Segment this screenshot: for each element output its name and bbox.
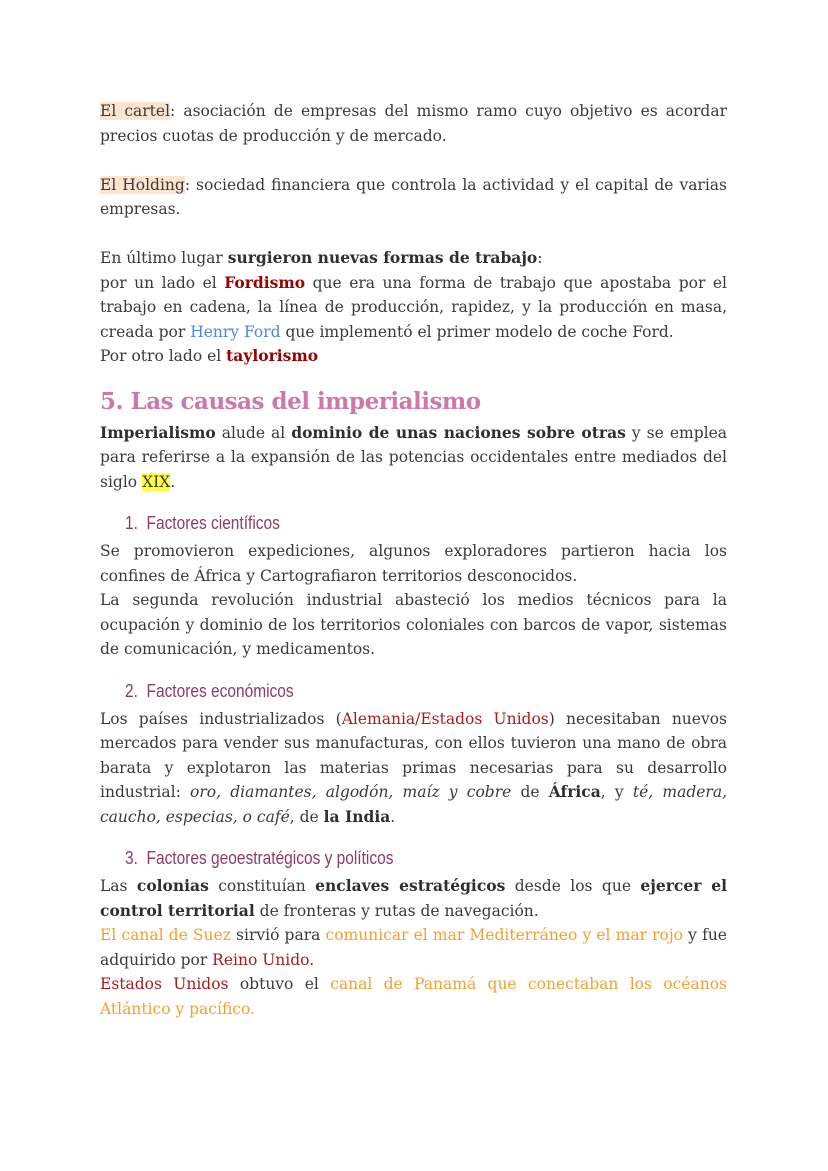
factor-2-text-5: , de [289, 807, 324, 826]
holding-paragraph [100, 173, 727, 222]
section-5-heading: 5. Las causas del imperialismo [100, 387, 481, 415]
factor-2-text-4: , y [600, 783, 633, 801]
factor-3-number: 3. [125, 848, 138, 868]
factor-3-enclaves: enclaves estratégicos [315, 876, 506, 895]
factor-2-africa-goods: oro, diamantes, algodón, maíz y cobre [190, 783, 512, 801]
factor-1-title: Factores científicos [146, 513, 280, 533]
factor-2-title: Factores económicos [146, 680, 294, 701]
factor-2-countries: Alemania/Estados Unidos [341, 709, 549, 728]
factor-3-title: Factores geoestratégicos y políticos [146, 848, 394, 868]
factor-3-text-4: de fronteras y rutas de navegación. [254, 901, 539, 920]
trabajo-intro-colon: : [537, 249, 543, 267]
imperialismo-text-1: alude al [215, 423, 292, 442]
factor-3-control: ejercer el control territorial [100, 876, 727, 920]
fordismo-term: Fordismo [224, 272, 306, 292]
factor-3-eeuu: Estados Unidos [100, 975, 229, 993]
factor-1-paragraph-1: Se promovieron expediciones, algunos exploradores partieron hacia los confines de África y Cartografiaron territorios desconocidos. [100, 542, 727, 585]
factor-3-text-7: . [309, 950, 315, 969]
taylorismo-term: taylorismo [226, 346, 319, 365]
factor-2-india: la India [323, 806, 391, 826]
factor-3-paragraph-3 [100, 972, 727, 1021]
fordismo-text-1: por un lado el [100, 273, 225, 292]
siglo-highlight: XIX [142, 472, 171, 491]
factor-3-panama: canal de Panamá que conectaban los océanos Atlántico y pacífico. [100, 975, 727, 1018]
fordismo-paragraph [100, 271, 727, 345]
factor-2-text-1: Los países industrializados ( [100, 709, 342, 728]
factor-2-number: 2. [125, 680, 138, 701]
factor-3-comunicar: comunicar el mar Mediterráneo y el mar rojo [325, 926, 684, 944]
imperialismo-term: Imperialismo [100, 422, 216, 442]
factor-3-text-1: Las [100, 877, 137, 895]
trabajo-intro-bold: surgieron nuevas formas de trabajo [227, 248, 538, 267]
cartel-paragraph [100, 99, 727, 148]
cartel-definition: : asociación de empresas del mismo ramo cuyo objetivo es acordar precios cuotas de producción y de mercado. [100, 102, 728, 145]
factor-2-text-6: . [390, 807, 396, 826]
factor-3-suez: El canal de Suez [100, 926, 231, 944]
factor-3-text-8: obtuvo el [228, 975, 331, 993]
factor-3-reino-unido: Reino Unido [212, 950, 310, 969]
imperialismo-text-2: y se emplea para referirse a la expansión de las potencias occidentales entre mediados del siglo [100, 423, 727, 491]
holding-term: El Holding [100, 175, 185, 194]
factor-1-paragraph-2: La segunda revolución industrial abasteció los medios técnicos para la ocupación y dominio de los territorios coloniales con barcos de vapor, sistemas de comunicación, y medicamentos. [100, 591, 727, 658]
fordismo-text-2: que era una forma de trabajo que apostaba por el trabajo en cadena, la línea de producción, rapidez, y la producción en masa, creada por [100, 273, 727, 341]
taylorismo-text: Por otro lado el [100, 347, 227, 365]
factor-2-text-2: ) necesitaban nuevos mercados para vender sus manufacturas, con ellos tuvieron una mano de obra barata y explotaron las materias primas necesarias para su desarrollo industrial: [100, 709, 727, 801]
imperialismo-paragraph [100, 421, 727, 495]
factor-3-paragraph-1 [100, 874, 727, 923]
factor-1-number: 1. [125, 513, 138, 533]
factor-3-text-3: desde los que [505, 877, 641, 895]
factor-3-text-6: y fue adquirido por [100, 926, 727, 969]
trabajo-intro-text: En último lugar [100, 249, 228, 267]
factor-3-colonias: colonias [136, 876, 209, 895]
factor-1-heading [125, 510, 643, 536]
factor-2-paragraph [100, 707, 727, 830]
factor-2-text-3: de [511, 783, 549, 801]
factor-3-text-2: constituían [208, 877, 316, 895]
factor-3-heading [125, 845, 643, 871]
factor-2-heading [125, 678, 643, 704]
factor-2-africa: África [548, 782, 601, 801]
fordismo-text-3: que implementó el primer modelo de coche Ford. [280, 322, 674, 341]
holding-definition: : sociedad financiera que controla la actividad y el capital de varias empresas. [100, 175, 727, 218]
factor-3-paragraph-2 [100, 923, 727, 972]
trabajo-intro [100, 246, 727, 271]
factor-2-india-goods: té, madera, caucho, especias, o café [100, 783, 727, 826]
cartel-term: El cartel [100, 102, 171, 120]
factor-3-text-5: sirvió para [230, 926, 326, 944]
imperialismo-period: . [170, 472, 176, 491]
document-body [100, 99, 727, 1021]
henry-ford-link: Henry Ford [190, 322, 281, 341]
imperialismo-bold-2: dominio de unas naciones sobre otras [291, 422, 626, 442]
taylorismo-paragraph [100, 344, 727, 369]
